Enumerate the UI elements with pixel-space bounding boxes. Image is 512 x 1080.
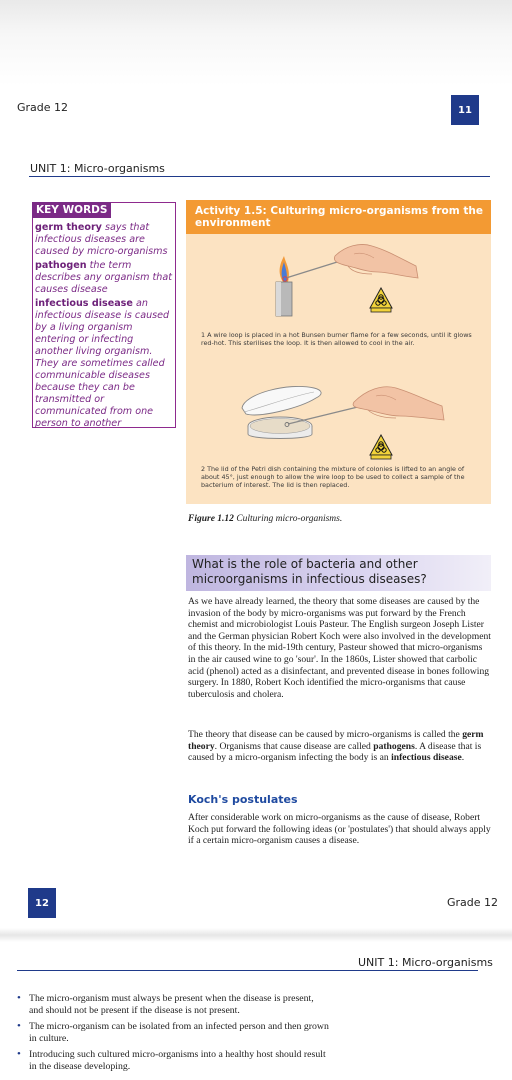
figure-label: Figure 1.12 <box>188 514 234 524</box>
page-top-band <box>0 0 512 86</box>
unit-title: UNIT 1: Micro-organisms <box>30 162 165 175</box>
grade-label: Grade 12 <box>447 896 499 909</box>
body-paragraph-3: After considerable work on micro-organisms as the cause of disease, Robert Koch put forward the following ideas (or 'postulates') that should always apply if a certain micro-organism causes a disease. <box>188 812 491 847</box>
key-word-definition: says that infectious diseases are caused by micro-organisms <box>35 222 168 257</box>
bold-term: germ theory <box>188 729 484 752</box>
unit-title: UNIT 1: Micro-organisms <box>358 956 493 969</box>
figure-caption <box>188 514 342 524</box>
bunsen-burner-illustration <box>240 238 440 330</box>
key-word-term: pathogen <box>35 260 87 271</box>
biohazard-icon <box>369 287 393 313</box>
activity-step-1: 1 A wire loop is placed in a hot Bunsen burner flame for a few seconds, until it glows red-hot. This sterilises the loop. It is then allowed to cool in the air. <box>201 331 472 347</box>
key-word-term: germ theory <box>35 222 102 233</box>
key-word-definition: an infectious disease is caused by a living organism entering or infecting another living organism. They are sometimes called communicable diseases because they can be transmitted or communicated from one person to another <box>35 298 170 429</box>
key-word-entry <box>35 222 173 258</box>
page-number-badge: 12 <box>28 888 56 918</box>
grade-label: Grade 12 <box>17 101 69 114</box>
biohazard-icon <box>369 434 393 460</box>
petri-dish-illustration <box>230 378 460 448</box>
bold-term: infectious disease <box>391 752 462 764</box>
key-word-entry <box>35 298 173 430</box>
text-run: . Organisms that cause disease are called <box>214 740 374 752</box>
list-item: • The micro-organism can be isolated from an infected person and then grown in culture. <box>17 1021 329 1045</box>
text-run: . <box>461 752 465 764</box>
key-word-term: infectious disease <box>35 298 133 309</box>
unit-rule <box>17 970 478 971</box>
figure-caption-text: Culturing micro-organisms. <box>233 514 343 524</box>
body-paragraph-1: As we have already learned, the theory that some diseases are caused by the invasion of the body by micro-organisms was put forward by the French chemist and microbiologist Louis Pasteur. The English surgeon Joseph Lister and the German physician Robert Koch were also involved in the development of this theory. In the mid-19th century, Pasteur showed that micro-organisms in the air caused wine to go 'sour'. In the 1860s, Lister showed that carbolic acid (phenol) acted as a disinfectant, and prevented disease in bones following surgery. In 1880, Robert Koch identified the micro-organisms that cause tuberculosis and cholera. <box>188 596 491 700</box>
unit-rule <box>29 176 490 177</box>
list-item: • Introducing such cultured micro-organisms into a healthy host should result in the disease developing. <box>17 1049 329 1073</box>
key-words-list <box>35 222 173 432</box>
activity-title: Activity 1.5: Culturing micro-organisms from the environment <box>195 205 483 229</box>
text-run: . A disease that is caused by a micro-organism infecting the body is an <box>188 740 482 764</box>
question-heading: What is the role of bacteria and other microorganisms in infectious diseases? <box>192 557 427 586</box>
subheading: Koch's postulates <box>188 793 298 806</box>
page-divider <box>0 928 512 942</box>
key-word-definition: the term describes any organism that causes disease <box>35 260 173 295</box>
body-paragraph-2 <box>188 729 492 764</box>
key-words-heading: KEY WORDS <box>32 202 111 218</box>
list-item: • The micro-organism must always be present when the disease is present, and should not be present if the disease is not present. <box>17 993 329 1017</box>
activity-step-2: 2 The lid of the Petri dish containing the mixture of colonies is lifted to an angle of about 45°, just enough to allow the wire loop to be used to collect a sample of the bacterium of interest. The lid is then replaced. <box>201 465 465 489</box>
key-word-entry <box>35 260 173 296</box>
postulates-list <box>17 993 329 1077</box>
page-number-badge: 11 <box>451 95 479 125</box>
text-run: The theory that disease can be caused by micro-organisms is called the <box>188 729 463 740</box>
bold-term: pathogens <box>373 740 415 752</box>
